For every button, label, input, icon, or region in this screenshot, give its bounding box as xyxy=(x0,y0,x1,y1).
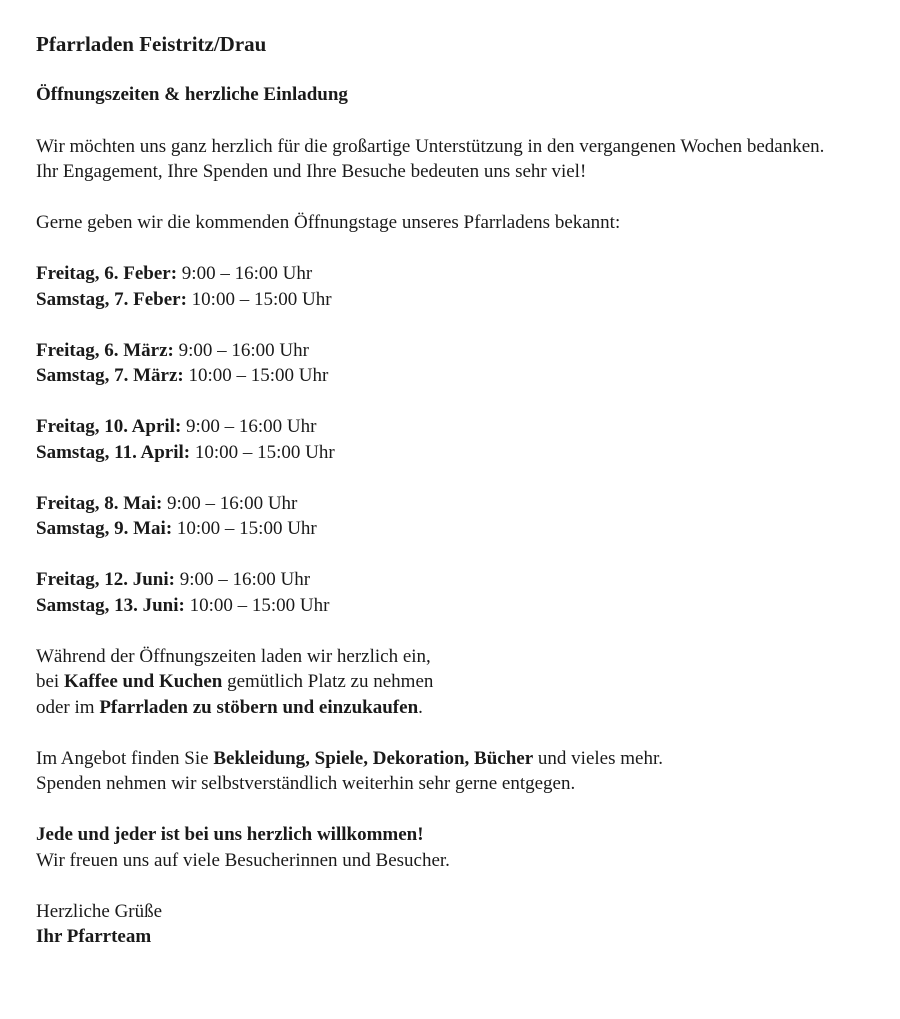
schedule-day: Samstag, 11. April: xyxy=(36,441,191,463)
schedule-day: Freitag, 10. April: xyxy=(36,416,182,437)
schedule-group-maerz xyxy=(36,338,876,389)
schedule-hours: 10:00 – 15:00 Uhr xyxy=(189,594,330,616)
welcome-paragraph xyxy=(36,822,876,873)
schedule-hours: 9:00 – 16:00 Uhr xyxy=(178,339,309,361)
offer-text: Im Angebot finden Sie xyxy=(36,747,214,769)
invitation-line-3 xyxy=(36,695,876,721)
invitation-line-2 xyxy=(36,669,876,695)
invitation-text: . xyxy=(418,696,423,718)
schedule-hours: 9:00 – 16:00 Uhr xyxy=(179,569,311,590)
schedule-day: Samstag, 13. Juni: xyxy=(36,594,185,616)
welcome-headline: Jede und jeder ist bei uns herzlich willkommen! xyxy=(36,824,424,845)
schedule-hours: 9:00 – 16:00 Uhr xyxy=(167,492,298,514)
invitation-highlight: Pfarrladen zu stöbern und einzukaufen xyxy=(99,696,419,718)
schedule-row xyxy=(36,261,876,287)
schedule-day: Samstag, 7. Feber: xyxy=(36,288,187,310)
invitation-text: oder im xyxy=(36,696,100,718)
schedule-hours: 9:00 – 16:00 Uhr xyxy=(181,263,313,284)
schedule-group-mai xyxy=(36,491,876,542)
intro-paragraph xyxy=(36,134,876,185)
page-subtitle: Öffnungszeiten & herzliche Einladung xyxy=(36,84,348,105)
schedule-group-juni xyxy=(36,567,876,618)
schedule-row xyxy=(36,516,876,542)
closing-greeting: Herzliche Grüße xyxy=(36,900,163,922)
schedule-row xyxy=(36,338,876,364)
schedule-group-feber xyxy=(36,261,876,312)
announcement-paragraph: Gerne geben wir die kommenden Öffnungstage unseres Pfarrladens bekannt: xyxy=(36,212,621,233)
offer-paragraph xyxy=(36,746,876,797)
offer-line-2: Spenden nehmen wir selbstverständlich weiterhin sehr gerne entgegen. xyxy=(36,773,576,794)
intro-line-2: Ihr Engagement, Ihre Spenden und Ihre Besuche bedeuten uns sehr viel! xyxy=(36,161,587,182)
schedule-row xyxy=(36,567,876,593)
schedule-row xyxy=(36,363,876,389)
invitation-line-1: Während der Öffnungszeiten laden wir herzlich ein, xyxy=(36,645,431,667)
schedule-group-april xyxy=(36,414,876,465)
schedule-hours: 10:00 – 15:00 Uhr xyxy=(194,441,335,463)
invitation-paragraph xyxy=(36,644,876,721)
document-page xyxy=(36,30,876,975)
page-title: Pfarrladen Feistritz/Drau xyxy=(36,32,267,56)
intro-line-1: Wir möchten uns ganz herzlich für die großartige Unterstützung in den vergangenen Wochen bedanken. xyxy=(36,135,825,157)
welcome-line-2: Wir freuen uns auf viele Besucherinnen und Besucher. xyxy=(36,849,450,871)
schedule-row xyxy=(36,287,876,313)
schedule-hours: 10:00 – 15:00 Uhr xyxy=(188,365,329,386)
invitation-highlight: Kaffee und Kuchen xyxy=(63,671,223,692)
schedule-hours: 9:00 – 16:00 Uhr xyxy=(186,416,317,437)
schedule-day: Freitag, 12. Juni: xyxy=(36,569,175,590)
schedule-day: Samstag, 9. Mai: xyxy=(36,518,173,539)
schedule-hours: 10:00 – 15:00 Uhr xyxy=(176,518,317,539)
schedule-row xyxy=(36,440,876,466)
closing-paragraph xyxy=(36,899,876,950)
schedule-hours: 10:00 – 15:00 Uhr xyxy=(191,288,332,310)
schedule-day: Freitag, 8. Mai: xyxy=(36,492,163,514)
invitation-text: bei xyxy=(36,671,64,692)
schedule-day: Freitag, 6. März: xyxy=(36,339,174,361)
schedule-day: Samstag, 7. März: xyxy=(36,365,184,386)
closing-signature: Ihr Pfarrteam xyxy=(36,926,152,947)
schedule-row xyxy=(36,414,876,440)
offer-highlight: Bekleidung, Spiele, Dekoration, Bücher xyxy=(213,747,534,769)
offer-line-1 xyxy=(36,746,876,772)
schedule-day: Freitag, 6. Feber: xyxy=(36,263,178,284)
offer-text: und vieles mehr. xyxy=(533,747,663,769)
schedule-row xyxy=(36,491,876,517)
invitation-text: gemütlich Platz zu nehmen xyxy=(222,671,434,692)
schedule-row xyxy=(36,593,876,619)
